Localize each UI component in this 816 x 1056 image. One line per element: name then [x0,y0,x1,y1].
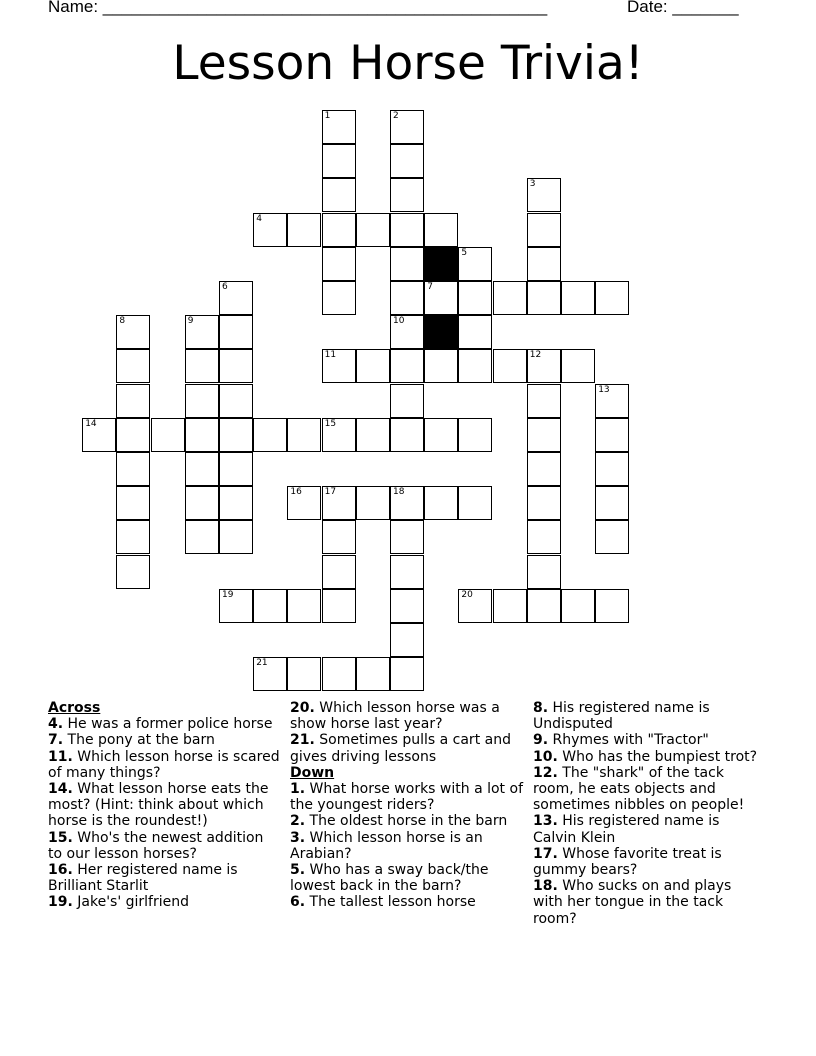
grid-cell[interactable] [390,315,424,349]
grid-cell[interactable] [527,281,561,315]
grid-cell[interactable] [219,452,253,486]
grid-cell[interactable] [219,281,253,315]
grid-cell[interactable] [219,349,253,383]
grid-cell[interactable] [595,589,629,623]
grid-cell[interactable] [527,178,561,212]
grid-cell[interactable] [595,281,629,315]
clue-number: 19 [222,589,234,600]
clue-across-15: 15. Who's the newest addition to our lesson horses? [48,829,264,862]
grid-cell[interactable] [424,418,458,452]
grid-cell[interactable] [82,418,116,452]
name-field[interactable]: Name: _______________________________________________ [48,0,548,16]
grid-cell[interactable] [527,247,561,281]
clue-down-2: 2. The oldest horse in the barn [290,813,508,830]
clue-number: 1 [324,111,331,121]
grid-cell[interactable] [458,247,492,281]
grid-cell[interactable] [287,657,321,691]
grid-cell[interactable] [595,384,629,418]
clues-column-1 [48,700,280,911]
grid-cell[interactable] [527,589,561,623]
grid-cell[interactable] [322,178,356,212]
clue-down-17: 17. Whose favorite treat is gummy bears? [533,845,722,879]
clue-number: 15 [324,418,337,429]
clue-down-1: 1. What horse works with a lot of the youngest riders? [290,781,523,814]
clue-number: 10 [393,316,405,327]
grid-cell[interactable] [424,281,458,315]
grid-cell[interactable] [390,178,424,212]
grid-cell[interactable] [219,520,253,554]
grid-cell[interactable] [322,349,356,383]
clue-number: 7 [427,282,433,292]
grid-cell[interactable] [424,349,458,383]
grid-cell[interactable] [185,520,219,554]
grid-cell[interactable] [458,589,492,623]
grid-cell[interactable] [287,418,321,452]
grid-cell[interactable] [219,418,253,452]
clue-number: 9 [187,316,194,327]
grid-cell[interactable] [390,144,424,178]
clue-number: 6 [222,282,228,292]
grid-cell[interactable] [595,520,629,554]
grid-cell[interactable] [116,486,150,520]
clue-number: 14 [85,418,97,429]
grid-cell[interactable] [390,384,424,418]
grid-cell[interactable] [322,418,356,452]
grid-cell[interactable] [116,384,150,418]
clue-across-16: 16. Her registered name is Brilliant Starlit [48,862,238,895]
grid-cell[interactable] [390,247,424,281]
clue-number: 5 [461,247,468,258]
grid-cell[interactable] [390,281,424,315]
page-title: Lesson Horse Trivia! [172,36,644,91]
grid-cell[interactable] [527,418,561,452]
grid-cell[interactable] [185,315,219,349]
grid-cell[interactable] [116,349,150,383]
grid-cell[interactable] [185,486,219,520]
across-heading: Across [48,700,101,716]
grid-cell[interactable] [185,349,219,383]
grid-cell[interactable] [527,555,561,589]
grid-cell[interactable] [493,281,527,315]
clue-number: 3 [529,179,536,190]
grid-cell[interactable] [390,657,424,691]
clue-down-18: 18. Who sucks on and plays with her tongue in the tack room? [533,878,732,927]
grid-cell[interactable] [390,110,424,144]
clue-across-4: 4. He was a former police horse [48,716,273,733]
grid-cell[interactable] [458,418,492,452]
grid-cell[interactable] [458,486,492,520]
clue-across-21: 21. Sometimes pulls a cart and gives driving lessons [290,732,511,765]
grid-cell[interactable] [390,213,424,247]
grid-cell[interactable] [219,384,253,418]
clues-column-2 [290,700,526,911]
grid-cell[interactable] [185,418,219,452]
black-cell [424,247,458,281]
grid-cell[interactable] [424,213,458,247]
grid-cell[interactable] [116,520,150,554]
grid-cell[interactable] [493,349,527,383]
grid-cell[interactable] [322,213,356,247]
clue-across-7: 7. The pony at the barn [48,732,215,749]
grid-cell[interactable] [390,418,424,452]
grid-cell[interactable] [356,213,390,247]
clues-column-3 [533,700,763,927]
clue-number: 17 [324,487,337,498]
clue-down-3: 3. Which lesson horse is an Arabian? [290,829,483,862]
grid-cell[interactable] [390,349,424,383]
grid-cell[interactable] [287,213,321,247]
clue-down-12: 12. The "shark" of the tack room, he eats objects and sometimes nibbles on people! [533,764,745,814]
clue-number: 16 [290,487,302,498]
grid-cell[interactable] [219,315,253,349]
grid-cell[interactable] [390,555,424,589]
clue-number: 12 [529,350,542,361]
grid-cell[interactable] [390,623,424,657]
clue-number: 21 [256,658,268,669]
grid-cell[interactable] [253,213,287,247]
grid-cell[interactable] [322,589,356,623]
clue-down-6: 6. The tallest lesson horse [290,894,476,911]
grid-cell[interactable] [151,418,185,452]
grid-cell[interactable] [356,418,390,452]
clue-across-14: 14. What lesson horse eats the most? (Hint: think about which horse is the roundest!) [48,781,269,830]
clue-number: 4 [256,213,262,224]
grid-cell[interactable] [527,349,561,383]
grid-cell[interactable] [356,349,390,383]
grid-cell[interactable] [527,486,561,520]
grid-cell[interactable] [322,657,356,691]
grid-cell[interactable] [322,281,356,315]
clue-down-8: 8. His registered name is Undisputed [533,700,710,733]
grid-cell[interactable] [287,486,321,520]
grid-cell[interactable] [390,486,424,520]
grid-cell[interactable] [116,315,150,349]
grid-cell[interactable] [424,486,458,520]
grid-cell[interactable] [458,315,492,349]
grid-cell[interactable] [458,349,492,383]
date-field[interactable]: Date: _______ [627,0,739,16]
grid-cell[interactable] [595,418,629,452]
grid-cell[interactable] [322,247,356,281]
grid-cell[interactable] [116,555,150,589]
grid-cell[interactable] [322,555,356,589]
down-heading: Down [290,764,335,781]
clue-number: 20 [461,589,473,600]
grid-cell[interactable] [390,589,424,623]
grid-cell[interactable] [527,213,561,247]
grid-cell[interactable] [185,384,219,418]
clue-across-20: 20. Which lesson horse was a show horse last year? [290,700,500,733]
grid-cell[interactable] [253,589,287,623]
grid-cell[interactable] [185,452,219,486]
clue-across-19: 19. Jake's' girlfriend [48,894,190,911]
clue-number: 18 [393,487,405,498]
grid-cell[interactable] [116,418,150,452]
grid-cell[interactable] [390,520,424,554]
clue-number: 13 [598,384,610,395]
clue-number: 8 [119,316,126,327]
clue-down-13: 13. His registered name is Calvin Klein [533,813,720,846]
grid-cell[interactable] [561,589,595,623]
grid-cell[interactable] [322,144,356,178]
grid-cell[interactable] [493,589,527,623]
grid-cell[interactable] [595,452,629,486]
grid-cell[interactable] [322,486,356,520]
grid-cell[interactable] [253,418,287,452]
grid-cell[interactable] [322,520,356,554]
clue-down-5: 5. Who has a sway back/the lowest back in the barn? [290,862,489,895]
grid-cell[interactable] [322,110,356,144]
grid-cell[interactable] [356,486,390,520]
clue-number: 2 [393,111,399,121]
clue-down-9: 9. Rhymes with "Tractor" [533,732,709,749]
grid-cell[interactable] [595,486,629,520]
grid-cell[interactable] [356,657,390,691]
clue-number: 11 [324,350,337,361]
grid-cell[interactable] [527,452,561,486]
grid-cell[interactable] [219,486,253,520]
grid-cell[interactable] [561,349,595,383]
grid-cell[interactable] [287,589,321,623]
grid-cell[interactable] [527,384,561,418]
grid-cell[interactable] [458,281,492,315]
grid-cell[interactable] [561,281,595,315]
grid-cell[interactable] [219,589,253,623]
grid-cell[interactable] [116,452,150,486]
clue-across-11: 11. Which lesson horse is scared of many things? [48,748,280,781]
black-cell [424,315,458,349]
grid-cell[interactable] [527,520,561,554]
grid-cell[interactable] [253,657,287,691]
clue-down-10: 10. Who has the bumpiest trot? [533,748,758,765]
